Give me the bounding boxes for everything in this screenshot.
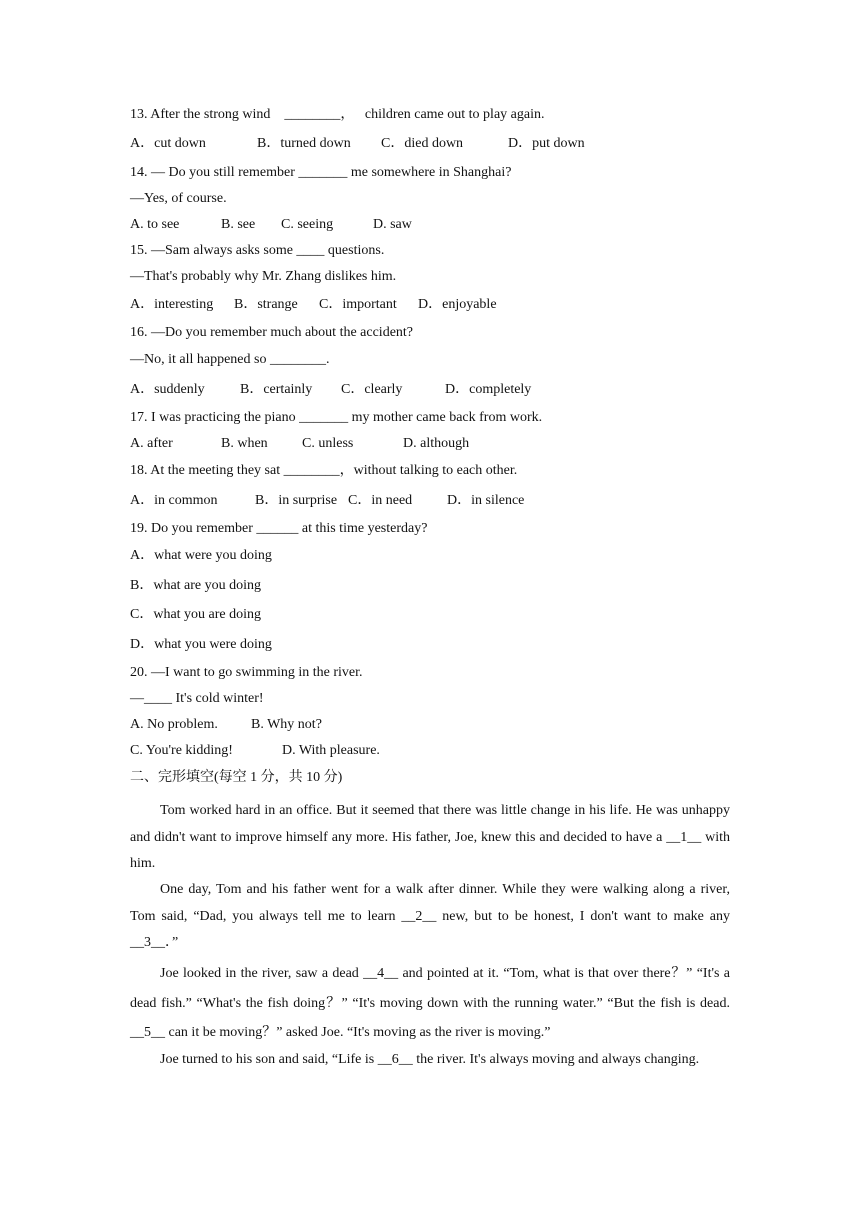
question-16-options [130, 380, 730, 400]
option-a: A. after [130, 436, 173, 451]
passage-paragraph: Tom worked hard in an office. But it seemed that there was little change in his life. He was unhappy and didn't want to improve himself any more. His father, Joe, knew this and decided to have a __1__ with him. [130, 803, 730, 871]
question-16-stem: 16. —Do you remember much about the accident? [130, 325, 414, 340]
question-20-options-row2 [130, 741, 730, 761]
option-c: C. seeing [281, 217, 334, 232]
option-d: D．in silence [447, 493, 525, 508]
option-c: C．clearly [341, 382, 403, 397]
option-c: C．important [319, 297, 397, 312]
question-15-reply: —That's probably why Mr. Zhang dislikes him. [130, 269, 397, 284]
question-14-stem: 14. — Do you still remember _______ me somewhere in Shanghai? [130, 165, 512, 180]
passage-paragraph: One day, Tom and his father went for a walk after dinner. While they were walking along a river, Tom said, “Dad, you always tell me to learn __2__ new, but to be honest, I don't want to make any __3__．” [130, 882, 730, 950]
question-19-stem: 19. Do you remember ______ at this time yesterday? [130, 521, 428, 536]
question-19-option-b: B．what are you doing [130, 578, 262, 593]
option-a: A. to see [130, 217, 180, 232]
question-18-options [130, 491, 730, 511]
question-20-options-row1 [130, 715, 730, 735]
question-20-stem: 20. —I want to go swimming in the river. [130, 665, 363, 680]
option-b: B. when [221, 436, 268, 451]
option-d: D．enjoyable [418, 297, 497, 312]
option-c: C．died down [381, 136, 464, 151]
option-a: A．interesting [130, 297, 214, 312]
question-20-reply: —____ It's cold winter! [130, 691, 264, 706]
section-heading: 二、完形填空(每空 1 分，共 10 分) [130, 770, 343, 785]
option-a: A. No problem. [130, 717, 218, 732]
question-14-options [130, 215, 730, 235]
option-a: A．suddenly [130, 382, 205, 397]
question-15-stem: 15. —Sam always asks some ____ questions. [130, 243, 385, 258]
question-15-options [130, 295, 730, 315]
option-c: C. unless [302, 436, 354, 451]
question-19-option-d: D．what you were doing [130, 637, 272, 652]
option-b: B. see [221, 217, 256, 232]
option-b: B．turned down [257, 136, 351, 151]
option-d: D．put down [508, 136, 585, 151]
option-c: C. You're kidding! [130, 743, 233, 758]
question-17-stem: 17. I was practicing the piano _______ my mother came back from work. [130, 410, 543, 425]
question-19-option-a: A．what were you doing [130, 548, 272, 563]
option-c: C．in need [348, 493, 413, 508]
option-b: B．certainly [240, 382, 313, 397]
passage-paragraph: Joe turned to his son and said, “Life is __6__ the river. It's always moving and always changing. [160, 1052, 700, 1067]
option-b: B．in surprise [255, 493, 338, 508]
option-d: D. saw [373, 217, 412, 232]
option-a: A．in common [130, 493, 218, 508]
question-19-option-c: C．what you are doing [130, 607, 262, 622]
option-b: B．strange [234, 297, 298, 312]
question-13-stem: 13. After the strong wind ________， children came out to play again. [130, 107, 545, 122]
option-b: B. Why not? [251, 717, 322, 732]
question-18-stem: 18. At the meeting they sat ________，without talking to each other. [130, 463, 518, 478]
question-16-reply: —No, it all happened so ________. [130, 352, 330, 367]
question-17-options [130, 434, 730, 454]
question-14-reply: —Yes, of course. [130, 191, 227, 206]
option-d: D. With pleasure. [282, 743, 380, 758]
option-a: A．cut down [130, 136, 206, 151]
question-13-options [130, 134, 730, 154]
option-d: D．completely [445, 382, 532, 397]
passage-paragraph: Joe looked in the river, saw a dead __4__ and pointed at it. “Tom, what is that over there？” “It's a dead fish.” “What's the fish doing？” “It's moving down with the running water.” “But the fish is dead. __5__ can it be moving？” asked Joe. “It's moving as the river is moving.” [130, 966, 730, 1040]
option-d: D. although [403, 436, 470, 451]
